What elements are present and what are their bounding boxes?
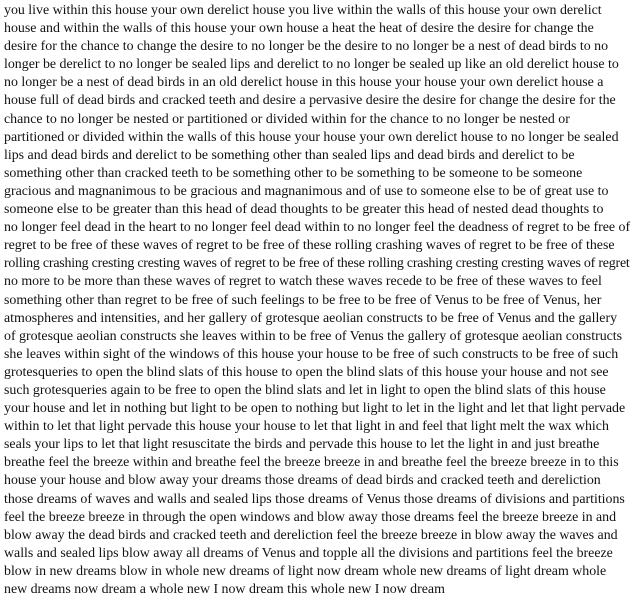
text-line: no more to be more than these waves of regret to watch these waves recede to be free of these waves to feel (4, 274, 602, 290)
text-line: gracious and magnanimous to be gracious and magnanimous and of use to someone else to be of great use to (4, 183, 609, 199)
text-line: desire for the chance to change the desire to no longer be the desire to no longer be a nest of dead birds to no (4, 39, 609, 55)
text-line: no longer feel dead in the heart to no longer feel dead within to no longer feel the deadness of regret to be free of (4, 220, 631, 236)
poem-text (4, 2, 630, 599)
text-line: such grotesqueries again to be free to open the blind slats and let in light to open the blind slats of this house (4, 382, 606, 398)
text-line: blow away the dead birds and cracked teeth and dereliction feel the breeze breeze in blow away the waves and (4, 527, 618, 543)
text-line: grotesqueries to open the blind slats of this house to open the blind slats of this house your house and not see (4, 364, 609, 380)
text-line: longer be derelict to no longer be sealed lips and derelict to no longer be sealed up like an old derelict house to (4, 57, 619, 73)
text-line: chance to no longer be nested or partitioned or divided within for the chance to no longer be nested or (4, 111, 570, 127)
text-line: within to let that light pervade this house your house to let that light in and feel that light melt the wax which (4, 419, 609, 435)
text-line: something other than regret to be free of such feelings to be free to be free of Venus to be free of Venus, her (4, 292, 602, 308)
text-line: walls and sealed lips blow away all dreams of Venus and topple all the divisions and partitions feel the breeze (4, 545, 613, 561)
text-line: something other than cracked teeth to be something other to be something to be someone to be someone (4, 165, 583, 181)
text-line: seals your lips to let that light resuscitate the birds and pervade this house to let the light in and just breathe (4, 437, 600, 453)
text-line: she leaves within sight of the windows of this house your house to be free of such constructs to be free of such (4, 346, 619, 362)
text-line: you live within this house your own derelict house you live within the walls of this house your own derelict (4, 3, 602, 18)
text-line: rolling crashing cresting cresting waves of regret to be free of these rolling crashing cresting cresting waves of regret (4, 256, 630, 272)
text-line: breathe feel the breeze within and breathe feel the breeze breeze in and breathe feel the breeze breeze in to this (4, 455, 619, 471)
text-line: house and within the walls of this house your own house a heat the heat of desire the desire for change the (4, 21, 594, 37)
text-line: partitioned or divided within the walls of this house your house your own derelict house to no longer be sealed (4, 129, 619, 145)
text-line: no longer be a nest of dead birds in an old derelict house in this house your house your own derelict house a (4, 75, 604, 91)
text-line: lips and dead birds and derelict to be something other than sealed lips and dead birds and derelict to be (4, 147, 575, 163)
text-line: your house and let in nothing but light to be open to nothing but light to let in the light and let that light pervade (4, 401, 626, 417)
text-line: of grotesque aeolian constructs she leaves within to be free of Venus the gallery of grotesque aeolian constructs (4, 328, 623, 344)
text-line: new dreams now dream a whole new I now dream this whole new I now dream (4, 582, 445, 597)
text-line: someone else to be greater than this head of dead thoughts to be greater this head of nested dead thoughts to (4, 202, 604, 218)
text-line: house full of dead birds and cracked teeth and desire a pervasive desire the desire for change the desire for the (4, 93, 616, 109)
text-line: blow in new dreams blow in whole new dreams of light now dream whole new dreams of light dream whole (4, 563, 607, 579)
text-line: house your house and blow away your dreams those dreams of dead birds and cracked teeth and dereliction (4, 473, 601, 489)
text-line: those dreams of waves and walls and sealed lips those dreams of Venus those dreams of divisions and partitions (4, 491, 625, 507)
text-line: atmospheres and intensities, and her gallery of grotesque aeolian constructs to be free of Venus and the gallery (4, 310, 618, 326)
text-line: regret to be free of these waves of regret to be free of these rolling crashing waves of regret to be free of these (4, 238, 615, 254)
text-line: feel the breeze breeze in through the open windows and blow away those dreams feel the breeze breeze in and (4, 509, 617, 525)
